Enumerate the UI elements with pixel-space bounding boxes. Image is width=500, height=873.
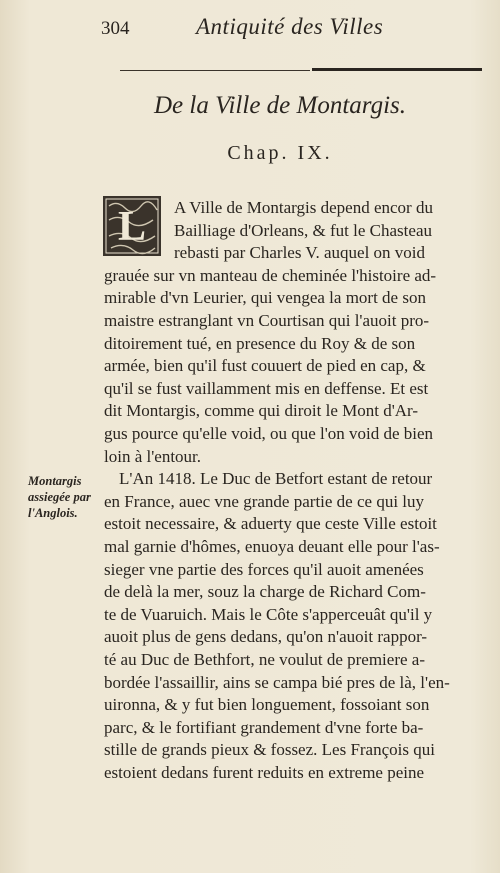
text-line: mirable d'vn Leurier, qui vengea la mort de son [104,288,426,308]
text-line: estoit necessaire, & aduerty que ceste Ville estoit [104,514,437,534]
text-line: stille de grands pieux & fossez. Les François qui [104,740,435,760]
text-line: auoit plus de gens dedans, qu'on n'auoit rappor- [104,627,428,647]
text-line: A Ville de Montargis depend encor du [174,198,433,217]
text-line: gus pource qu'elle void, ou que l'on void de bien [104,424,434,443]
header-rule-thick [312,68,482,71]
text-line: te de Vuaruich. Mais le Côte s'apperceuât qu'il y [104,604,433,624]
text-line: en France, auec vne grande partie de ce qui luy [104,491,425,511]
text-line: mal garnie d'hômes, enuoya deuant elle pour l'as- [104,537,440,556]
text-line: Bailliage d'Orleans, & fut le Chasteau [174,220,432,240]
text-line: grauée sur vn manteau de cheminée l'histoire ad- [104,265,437,285]
page-number: 304 [101,18,130,39]
text-line: dit Montargis, comme qui diroit le Mont d'Ar- [104,401,419,421]
marginal-note-line: l'Anglois. [28,506,78,520]
text-line: ditoirement tué, en presence du Roy & de son [104,333,416,353]
text-line: sieger vne partie des forces qu'il auoit amenées [104,559,424,579]
text-line: maistre estranglant vn Courtisan qui l'auoit pro- [104,311,430,330]
marginal-note-line: assiegée par [28,490,91,504]
decorated-initial-icon [103,196,161,256]
text-line: parc, & le fortifiant grandement d'vne forte ba- [104,717,424,737]
text-line: rebasti par Charles V. auquel on void [174,243,426,263]
drop-initial-letter: L [117,204,147,250]
marginal-note-line: Montargis [28,474,82,488]
text-line: armée, bien qu'il fust couuert de pied en cap, & [104,356,426,376]
text-line: qu'il se fust vaillamment mis en deffense. Et est [104,378,429,398]
text-line: estoient dedans furent reduits en extreme peine [104,763,425,782]
text-line: de delà la mer, souz la charge de Richard Com- [104,582,426,602]
text-line: L'An 1418. Le Duc de Betfort estant de retour [119,469,433,489]
text-line: loin à l'entour. [104,446,202,466]
text-line: bordée l'assaillir, ains se campa bié pres de là, l'en- [104,672,450,692]
running-title: Antiquité des Villes [196,14,384,39]
chapter-heading: Chap. IX. [227,142,333,164]
section-title: De la Ville de Montargis. [153,92,407,119]
text-line: té au Duc de Bethfort, ne voulut de premiere a- [104,650,425,669]
text-line: uironna, & y fut bien longuement, fossoiant son [104,695,430,715]
header-rule-thin [120,70,310,71]
